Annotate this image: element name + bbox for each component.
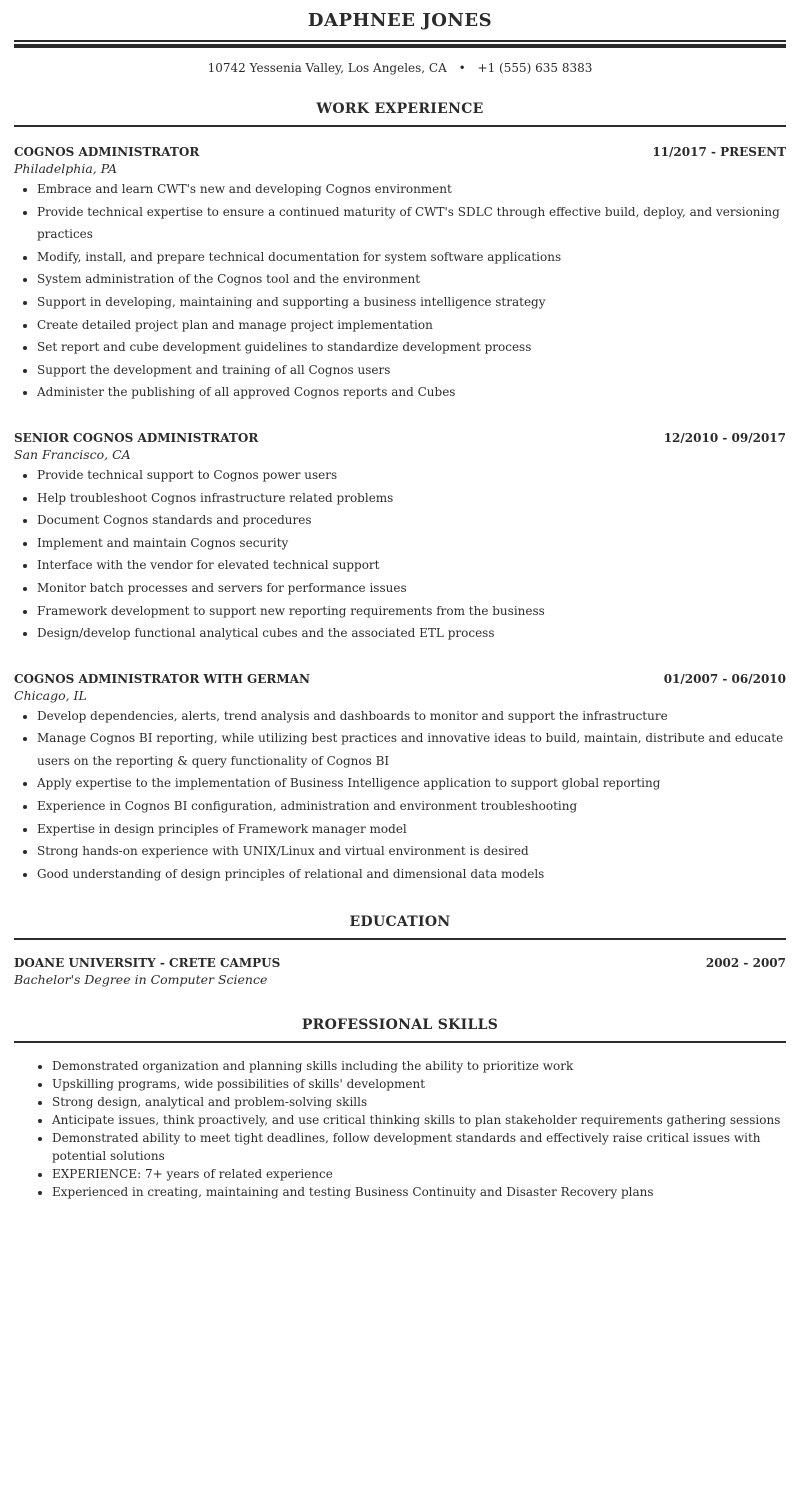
job-bullet: • System administration of the Cognos tool and the environment: [37, 268, 786, 291]
job-bullet: • Good understanding of design principles of relational and dimensional data models: [37, 863, 786, 886]
candidate-name: DAPHNEE JONES: [307, 10, 493, 31]
job-bullet: • Develop dependencies, alerts, trend analysis and dashboards to monitor and support the infrastructure: [37, 705, 786, 728]
skill-item: • EXPERIENCE: 7+ years of related experience: [52, 1165, 786, 1183]
job-header: [14, 144, 786, 160]
job-bullet: • Monitor batch processes and servers for performance issues: [37, 577, 786, 600]
job-bullet: • Framework development to support new reporting requirements from the business: [37, 600, 786, 623]
job-bullet: • Manage Cognos BI reporting, while utilizing best practices and innovative ideas to build, maintain, distribute and educate users on the reporting & query functionality of Cognos BI: [37, 727, 786, 772]
skill-item: • Experienced in creating, maintaining and testing Business Continuity and Disaster Recovery plans: [52, 1183, 786, 1201]
resume-page: [14, 0, 786, 1201]
skills-section: [14, 1016, 786, 1201]
skill-item: • Demonstrated ability to meet tight deadlines, follow development standards and effectively raise critical issues with potential solutions: [52, 1129, 786, 1165]
work-experience-section: [14, 100, 786, 885]
job-bullet: • Experience in Cognos BI configuration, administration and environment troubleshooting: [37, 795, 786, 818]
job-bullets: [14, 464, 786, 645]
education-dates: 2002 - 2007: [705, 956, 786, 971]
job-location: Chicago, IL: [14, 687, 87, 703]
section-divider: [14, 1041, 786, 1043]
contact-phone: +1 (555) 635 8383: [477, 61, 593, 75]
contact-separator: •: [458, 61, 466, 75]
job-bullets: [14, 178, 786, 404]
job-title: COGNOS ADMINISTRATOR: [14, 145, 200, 159]
job-location: San Francisco, CA: [14, 446, 131, 462]
job-bullet: • Interface with the vendor for elevated technical support: [37, 554, 786, 577]
school-name: DOANE UNIVERSITY - CRETE CAMPUS: [14, 956, 281, 971]
job-bullet: • Implement and maintain Cognos security: [37, 532, 786, 555]
section-title-education: EDUCATION: [349, 914, 451, 931]
skill-item: • Strong design, analytical and problem-solving skills: [52, 1093, 786, 1111]
job-entry: [14, 430, 786, 645]
section-divider: [14, 125, 786, 127]
job-bullet: • Create detailed project plan and manage project implementation: [37, 314, 786, 337]
job-entry: [14, 144, 786, 404]
job-title: SENIOR COGNOS ADMINISTRATOR: [14, 430, 259, 445]
education-section: [14, 913, 786, 989]
job-bullet: • Set report and cube development guidelines to standardize development process: [37, 336, 786, 359]
job-bullet: • Apply expertise to the implementation of Business Intelligence application to support global reporting: [37, 772, 786, 795]
name-divider-thin: [14, 40, 786, 42]
job-bullet: • Help troubleshoot Cognos infrastructure related problems: [37, 487, 786, 510]
name-divider-thick: [14, 44, 786, 48]
job-bullet: • Administer the publishing of all approved Cognos reports and Cubes: [37, 381, 786, 404]
job-bullet: • Modify, install, and prepare technical documentation for system software applications: [37, 246, 786, 269]
job-dates: 12/2010 - 09/2017: [663, 430, 786, 445]
job-dates: 01/2007 - 06/2010: [663, 671, 786, 686]
education-entry: [14, 955, 786, 989]
job-bullets: [14, 705, 786, 886]
section-title-work: WORK EXPERIENCE: [316, 101, 484, 117]
job-header: [14, 671, 786, 687]
job-bullet: • Design/develop functional analytical cubes and the associated ETL process: [37, 622, 786, 645]
job-bullet: • Expertise in design principles of Framework manager model: [37, 818, 786, 841]
job-header: [14, 430, 786, 446]
job-bullet: • Document Cognos standards and procedures: [37, 509, 786, 532]
job-entry: [14, 671, 786, 886]
job-location: Philadelphia, PA: [14, 161, 118, 176]
job-bullet: • Embrace and learn CWT's new and developing Cognos environment: [37, 178, 786, 201]
job-bullet: • Support the development and training of all Cognos users: [37, 359, 786, 382]
contact-address: 10742 Yessenia Valley, Los Angeles, CA: [207, 61, 447, 75]
section-divider: [14, 938, 786, 940]
job-bullet: • Strong hands-on experience with UNIX/Linux and virtual environment is desired: [37, 840, 786, 863]
job-dates: 11/2017 - PRESENT: [652, 145, 786, 159]
skill-item: • Anticipate issues, think proactively, and use critical thinking skills to plan stakeholder requirements gathering sessions: [52, 1111, 786, 1129]
degree: Bachelor's Degree in Computer Science: [14, 972, 268, 988]
job-bullet: • Provide technical expertise to ensure a continued maturity of CWT's SDLC through effective build, deploy, and versioning practices: [37, 201, 786, 246]
education-header: [14, 955, 786, 971]
job-title: COGNOS ADMINISTRATOR WITH GERMAN: [14, 671, 310, 686]
job-bullet: • Support in developing, maintaining and supporting a business intelligence strategy: [37, 291, 786, 314]
skills-list: [14, 1057, 786, 1201]
skill-item: • Demonstrated organization and planning skills including the ability to prioritize work: [52, 1057, 786, 1075]
contact-line: [14, 60, 786, 76]
job-bullet: • Provide technical support to Cognos power users: [37, 464, 786, 487]
section-title-skills: PROFESSIONAL SKILLS: [301, 1017, 499, 1034]
skill-item: • Upskilling programs, wide possibilities of skills' development: [52, 1075, 786, 1093]
